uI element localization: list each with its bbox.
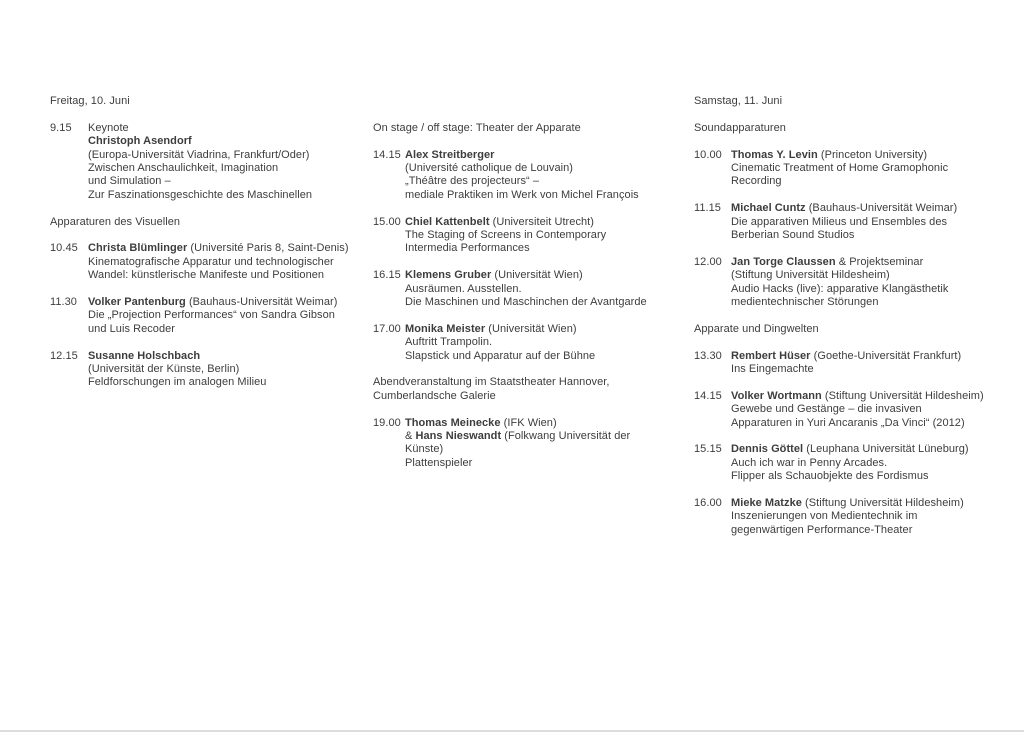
speaker-name: Michael Cuntz <box>731 202 806 215</box>
venue-note <box>373 376 689 403</box>
entry-line: Die apparativen Milieus und Ensembles des <box>731 215 948 228</box>
entry-line: (Stiftung Universität Hildesheim) <box>731 269 890 282</box>
program-entry <box>50 122 368 202</box>
entry-line <box>405 269 689 282</box>
line-text: (Stiftung Universität Hildesheim) <box>821 389 984 402</box>
entry-line: The Staging of Screens in Contemporary <box>405 229 607 242</box>
entry-content <box>405 323 689 363</box>
line-text: (Universität Wien) <box>485 322 577 335</box>
line-text: & Projektseminar <box>835 255 924 268</box>
program-entry <box>373 269 689 309</box>
entry-content <box>731 350 1020 377</box>
line-text: (Folkwang Universität der <box>501 430 631 443</box>
column-friday <box>50 95 368 403</box>
entry-time: 14.15 <box>373 148 401 161</box>
entry-line: Feldforschungen im analogen Milieu <box>88 376 267 389</box>
entry-line: Inszenierungen von Medientechnik im <box>731 510 918 523</box>
entry-line: Wandel: künstlerische Manifeste und Positionen <box>88 269 325 282</box>
entry-time: 12.15 <box>50 349 78 362</box>
program-entry <box>50 296 368 336</box>
entry-time: 14.15 <box>694 389 722 402</box>
entry-content <box>731 497 1020 537</box>
speaker-name: Chiel Kattenbelt <box>405 215 490 228</box>
entry-line: Zur Faszinationsgeschichte des Maschinellen <box>88 188 313 201</box>
section-header: Apparate und Dingwelten <box>694 322 819 335</box>
entry-line: Auftritt Trampolin. <box>405 336 493 349</box>
entry-content <box>731 256 1020 310</box>
entry-line: Zwischen Anschaulichkeit, Imagination <box>88 162 279 175</box>
entry-line <box>405 323 689 336</box>
entry-time: 13.30 <box>694 349 722 362</box>
entry-line: Intermedia Performances <box>405 242 530 255</box>
speaker-name: Klemens Gruber <box>405 269 492 282</box>
section-header: Apparaturen des Visuellen <box>50 215 181 228</box>
line-text: (Bauhaus-Universität Weimar) <box>805 202 958 215</box>
line-text: & <box>405 430 416 443</box>
speaker-name: Thomas Y. Levin <box>731 148 818 161</box>
program-entry <box>50 242 368 282</box>
entry-line: Cinematic Treatment of Home Gramophonic <box>731 162 949 174</box>
entry-content <box>731 443 1020 483</box>
program-entry <box>50 350 368 390</box>
entry-line <box>731 149 1020 162</box>
line-text: (Université Paris 8, Saint-Denis) <box>187 242 349 255</box>
entry-line <box>88 135 368 148</box>
line-text: (Bauhaus-Universität Weimar) <box>185 296 338 309</box>
entry-line: medientechnischer Störungen <box>731 296 879 309</box>
day-header: Freitag, 10. Juni <box>50 95 130 107</box>
entry-time: 15.15 <box>694 443 722 456</box>
entry-line <box>731 497 1020 510</box>
entry-line: Flipper als Schauobjekte des Fordismus <box>731 470 929 483</box>
entry-content <box>405 269 689 309</box>
column-friday-afternoon <box>373 95 689 484</box>
line-text: (Stiftung Universität Hildesheim) <box>801 497 964 510</box>
line-text: (IFK Wien) <box>500 416 557 429</box>
section-header: On stage / off stage: Theater der Apparate <box>373 121 581 134</box>
entry-line: Die „Projection Performances“ von Sandra Gibson <box>88 309 335 322</box>
entry-line: (Université catholique de Louvain) <box>405 162 574 174</box>
entry-line: Gewebe und Gestänge – die invasiven <box>731 403 922 416</box>
speaker-name: Rembert Hüser <box>731 349 811 362</box>
entry-line <box>731 443 1020 456</box>
entry-line: gegenwärtigen Performance-Theater <box>731 523 913 536</box>
entry-content <box>405 216 689 256</box>
entry-line: Ausräumen. Ausstellen. <box>405 282 522 295</box>
day-header: Samstag, 11. Juni <box>694 95 783 107</box>
entry-time: 16.15 <box>373 269 401 282</box>
speaker-name: Volker Wortmann <box>731 389 822 402</box>
entry-line: Kinematografische Apparatur und technologischer <box>88 255 334 268</box>
program-entry <box>373 323 689 363</box>
entry-line <box>731 390 1020 403</box>
speaker-name: Christa Blümlinger <box>88 242 188 255</box>
program-entry <box>694 443 1020 483</box>
speaker-name: Monika Meister <box>405 322 486 335</box>
note-line: Cumberlandsche Galerie <box>373 389 496 402</box>
entry-line: und Luis Recoder <box>88 322 176 335</box>
entry-line <box>88 350 368 363</box>
speaker-name: Dennis Göttel <box>731 443 804 456</box>
entry-time: 10.00 <box>694 148 722 161</box>
entry-time: 10.45 <box>50 242 78 255</box>
entry-line <box>731 256 1020 269</box>
entry-line <box>88 296 368 309</box>
program-entry <box>373 216 689 256</box>
entry-time: 11.30 <box>50 296 77 309</box>
entry-time: 15.00 <box>373 215 401 228</box>
entry-line: „Théâtre des projecteurs“ – <box>405 175 540 188</box>
column-saturday <box>694 95 1020 551</box>
speaker-name: Hans Nieswandt <box>415 430 502 443</box>
note-line: Abendveranstaltung im Staatstheater Hannover, <box>373 376 610 389</box>
speaker-name: Christoph Asendorf <box>88 135 192 148</box>
entry-line: Berberian Sound Studios <box>731 229 855 242</box>
entry-line: Recording <box>731 175 782 188</box>
entry-line: Keynote <box>88 121 129 134</box>
program-entry <box>694 497 1020 537</box>
entry-line: Ins Eingemachte <box>731 363 814 376</box>
section-header: Soundapparaturen <box>694 121 786 134</box>
entry-line <box>731 202 1020 215</box>
entry-line: Künste) <box>405 443 444 456</box>
entry-content <box>88 122 368 202</box>
program-entry <box>694 350 1020 377</box>
program-entry <box>694 202 1020 242</box>
entry-content <box>731 202 1020 242</box>
entry-time: 17.00 <box>373 322 401 335</box>
entry-line: Auch ich war in Penny Arcades. <box>731 456 888 469</box>
entry-time: 12.00 <box>694 255 722 268</box>
entry-time: 16.00 <box>694 497 722 510</box>
entry-content <box>88 350 368 390</box>
entry-line <box>88 242 368 255</box>
line-text: (Universiteit Utrecht) <box>489 215 594 228</box>
entry-line: Audio Hacks (live): apparative Klangästhetik <box>731 282 949 295</box>
entry-line: und Simulation – <box>88 175 171 188</box>
entry-line: mediale Praktiken im Werk von Michel François <box>405 188 639 201</box>
entry-content <box>731 390 1020 430</box>
entry-line: Slapstick und Apparatur auf der Bühne <box>405 349 596 362</box>
entry-line: (Universität der Künste, Berlin) <box>88 363 240 376</box>
speaker-name: Volker Pantenburg <box>88 296 186 309</box>
entry-line: Plattenspieler <box>405 456 473 469</box>
entry-time: 11.15 <box>694 202 721 215</box>
speaker-name: Susanne Holschbach <box>88 349 201 362</box>
entry-time: 19.00 <box>373 416 401 429</box>
entry-line: (Europa-Universität Viadrina, Frankfurt/Oder) <box>88 148 310 161</box>
entry-content <box>405 417 689 471</box>
entry-line <box>405 430 689 443</box>
speaker-name: Jan Torge Claussen <box>731 255 836 268</box>
entry-line <box>405 149 689 162</box>
entry-content <box>405 149 689 203</box>
line-text: (Goethe-Universität Frankfurt) <box>810 349 962 362</box>
entry-time: 9.15 <box>50 121 72 134</box>
program-entry <box>694 256 1020 310</box>
speaker-name: Mieke Matzke <box>731 497 802 510</box>
entry-content <box>88 242 368 282</box>
speaker-name: Thomas Meinecke <box>405 416 501 429</box>
entry-line: Apparaturen in Yuri Ancaranis „Da Vinci“ (2012) <box>731 416 965 429</box>
line-text: (Princeton University) <box>817 148 928 161</box>
program-entry <box>373 149 689 203</box>
line-text: (Universität Wien) <box>491 269 583 282</box>
program-entry <box>694 149 1020 189</box>
entry-line <box>731 350 1020 363</box>
program-entry <box>373 417 689 471</box>
speaker-name: Alex Streitberger <box>405 148 495 161</box>
entry-line <box>405 216 689 229</box>
program-entry <box>694 390 1020 430</box>
entry-line: Die Maschinen und Maschinchen der Avantgarde <box>405 296 647 309</box>
entry-line <box>405 417 689 430</box>
entry-content <box>731 149 1020 189</box>
line-text: (Leuphana Universität Lüneburg) <box>803 443 969 456</box>
entry-content <box>88 296 368 336</box>
